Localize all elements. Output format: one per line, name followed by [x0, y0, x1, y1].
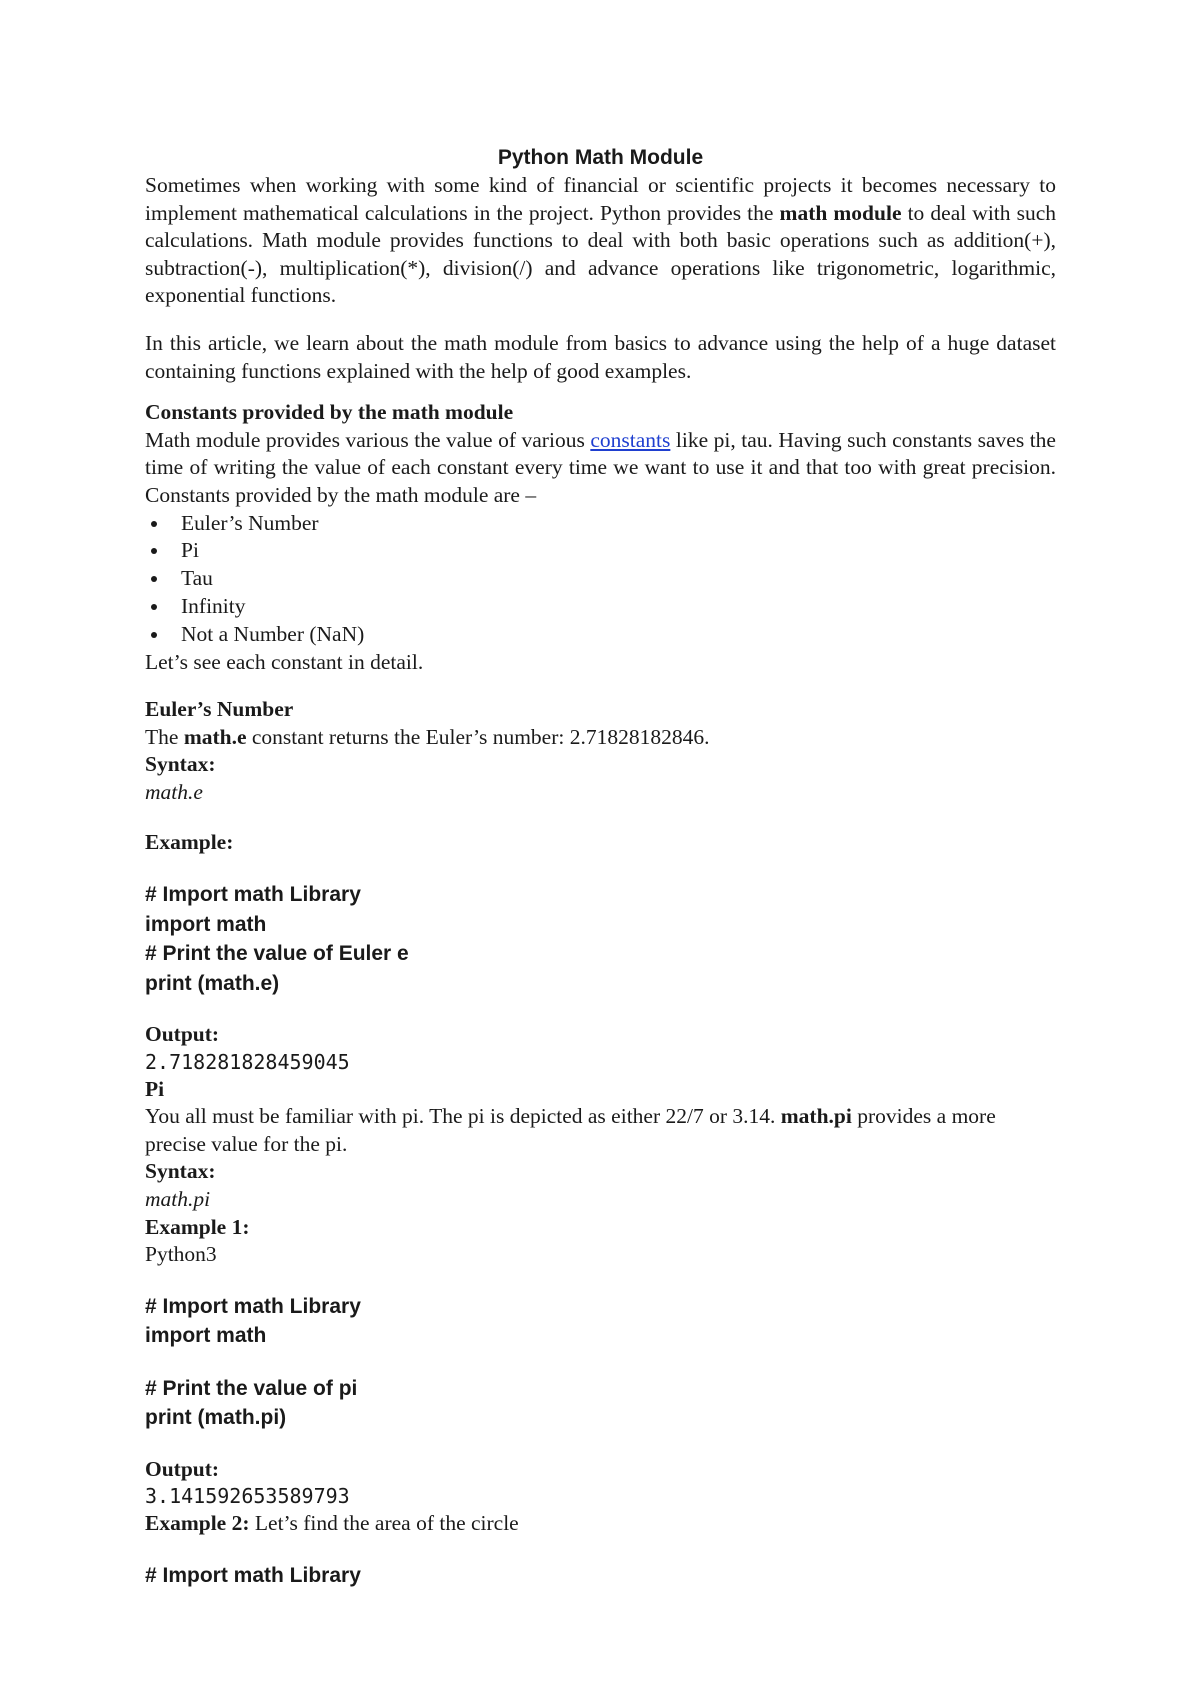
pi-syntax	[145, 1186, 1056, 1214]
code-line: import math	[145, 1324, 267, 1348]
code-line: import math	[145, 912, 267, 936]
euler-code-block	[145, 880, 1056, 998]
constants-text-a: Math module provides various the value of various	[145, 427, 591, 452]
pi-example1-label: Example 1:	[145, 1214, 250, 1239]
list-item	[145, 537, 1056, 565]
constants-paragraph	[145, 427, 1056, 510]
list-item	[145, 565, 1056, 593]
code-line: # Print the value of pi	[145, 1376, 358, 1400]
pi-heading: Pi	[145, 1076, 165, 1101]
euler-output: 2.718281828459045	[145, 1049, 350, 1074]
bullet-icon	[151, 521, 157, 527]
list-item	[145, 621, 1056, 649]
euler-description	[145, 724, 1056, 752]
pi-example2-text: Let’s find the area of the circle	[249, 1511, 519, 1536]
euler-desc-bold: math.e	[183, 724, 247, 749]
pi-desc-b: provides a more precise value for the pi.	[145, 1104, 996, 1156]
euler-syntax-label: Syntax:	[145, 752, 216, 777]
euler-heading: Euler’s Number	[145, 697, 294, 722]
constants-detail-note: Let’s see each constant in detail.	[145, 649, 424, 674]
pi-desc-a: You all must be familiar with pi. The pi is depicted as either 22/7 or 3.14.	[145, 1104, 781, 1129]
pi-code-block-2	[145, 1374, 1056, 1433]
code-language-label: Python3	[145, 1242, 217, 1267]
list-item-text: Infinity	[181, 593, 246, 618]
code-line: print (math.pi)	[145, 1406, 287, 1430]
document-body	[145, 144, 1056, 1591]
list-item-text: Euler’s Number	[181, 510, 319, 535]
pi-syntax-code: math.pi	[145, 1187, 211, 1212]
bullet-icon	[151, 604, 157, 610]
code-line: print (math.e)	[145, 971, 280, 995]
pi-output-label: Output:	[145, 1456, 220, 1481]
list-item-text: Tau	[181, 566, 213, 591]
constants-list	[145, 510, 1056, 649]
list-item	[145, 593, 1056, 621]
code-line: # Import math Library	[145, 1564, 361, 1588]
euler-syntax-code: math.e	[145, 779, 203, 804]
code-line: # Import math Library	[145, 883, 361, 907]
article-summary-paragraph: In this article, we learn about the math module from basics to advance using the help of a huge dataset containing functions explained with the help of good examples.	[145, 330, 1056, 383]
pi-syntax-label: Syntax:	[145, 1159, 216, 1184]
euler-output-label: Output:	[145, 1022, 220, 1047]
bullet-icon	[151, 632, 157, 638]
constants-link[interactable]: constants	[590, 427, 671, 452]
pi-example2-label: Example 2:	[145, 1511, 250, 1536]
pi-desc-bold: math.pi	[780, 1104, 852, 1129]
list-item-text: Not a Number (NaN)	[181, 621, 365, 646]
bullet-icon	[151, 548, 157, 554]
intro-bold-math-module: math module	[779, 200, 902, 225]
intro-text-a: Sometimes when working with some kind of financial or scientific projects it becomes necessary to implement mathematical calculations in the project. Python provides the	[145, 173, 1056, 225]
pi-example2	[145, 1510, 1056, 1538]
constants-heading: Constants provided by the math module	[145, 400, 514, 425]
intro-paragraph	[145, 172, 1056, 310]
euler-example-label: Example:	[145, 830, 234, 855]
euler-desc-a: The	[145, 724, 184, 749]
pi-description	[145, 1103, 1056, 1158]
list-item	[145, 510, 1056, 538]
code-line: # Print the value of Euler e	[145, 942, 409, 966]
page-title: Python Math Module	[497, 146, 704, 169]
euler-syntax	[145, 779, 1056, 807]
pi-output: 3.141592653589793	[145, 1484, 350, 1509]
pi-code-block-1	[145, 1292, 1056, 1351]
euler-desc-b: constant returns the Euler’s number: 2.71828182846.	[246, 724, 710, 749]
code-line: # Import math Library	[145, 1294, 361, 1318]
bullet-icon	[151, 576, 157, 582]
constants-text-b: like pi, tau. Having such constants saves the time of writing the value of each constant every time we want to use it and that too with great precision. Constants provided by the math module are –	[145, 427, 1056, 507]
pi-code-block-3	[145, 1561, 1056, 1591]
list-item-text: Pi	[181, 538, 199, 563]
intro-text-b: to deal with such calculations. Math module provides functions to deal with both basic operations such as addition(+), subtraction(-), multiplication(*), division(/) and advance operations like trigonometric, logarithmic, exponential functions.	[145, 200, 1057, 308]
